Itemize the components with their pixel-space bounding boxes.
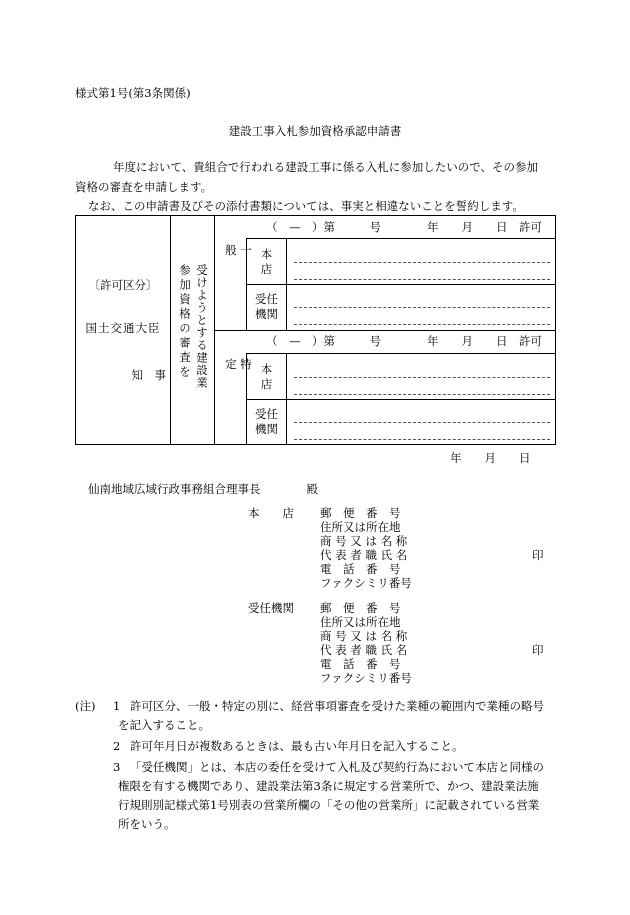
field-phone: 電 話 番 号 (320, 657, 401, 671)
specific-label: 特 定 (224, 358, 253, 405)
entry-line (294, 324, 550, 325)
table-divider (170, 216, 171, 445)
entry-line (294, 377, 550, 378)
applicant-agent-office-label: 受任機関 (248, 601, 294, 615)
note-3-line-3: 行規則別記様式第1号別表の営業所欄の「その他の営業所」に記載されている営業 (118, 798, 540, 812)
agent-office-label: 受任機関 (255, 292, 278, 321)
table-divider (246, 353, 556, 354)
note-1-line-1: 許可区分、一般・特定の別に、経営事項審査を受けた業種の範囲内で業種の略号 (130, 699, 544, 713)
field-company-name: 商 号 又 は 名 称 (320, 534, 408, 548)
main-office-label: 本店 (260, 247, 273, 276)
form-number: 様式第1号(第3条関係) (75, 86, 191, 100)
note-1-number: 1 (113, 699, 121, 713)
entry-line (294, 307, 550, 308)
field-address: 住所又は所在地 (320, 520, 401, 534)
general-label: 一 般 (224, 244, 253, 291)
note-2-line-1: 許可年月日が複数あるときは、最も古い年月日を記入すること。 (130, 739, 464, 753)
field-postal-code: 郵 便 番 号 (320, 601, 401, 615)
note-3-number: 3 (113, 760, 121, 774)
entry-line (294, 279, 550, 280)
permit-line-specific: （ — ）第 号 年 月 日 許可 (266, 334, 542, 348)
seal-mark: 印 (532, 643, 544, 657)
addressee: 仙南地域広域行政事務組合理事長 殿 (88, 482, 318, 496)
note-3-line-2: 権限を有する機関であり、建設業法第3条に規定する営業所で、かつ、建設業法施 (118, 779, 539, 793)
entry-line (294, 422, 550, 423)
table-divider (214, 330, 556, 331)
agent-office-label: 受任機関 (255, 407, 278, 436)
permit-category-label: 〔許可区分〕 (88, 278, 158, 292)
field-phone: 電 話 番 号 (320, 562, 401, 576)
intro-line-3: なお、この申請書及びその添付書類については、事実と相違ないことを誓約します。 (88, 199, 524, 213)
date-line: 年 月 日 (450, 451, 531, 465)
note-2-number: 2 (113, 739, 121, 753)
table-divider (246, 399, 556, 400)
intro-line-2: 資格の審査を申請します。 (75, 180, 213, 194)
note-3-line-1: 「受任機関」とは、本店の委任を受けて入札及び契約行為において本店と同様の (130, 760, 544, 774)
governor-label: 知 事 (131, 368, 166, 382)
entry-line (294, 394, 550, 395)
field-fax: ファクシミリ番号 (320, 671, 412, 685)
intro-line-1: 年度において、貴組合で行われる建設工事に係る入札に参加したいので、その参加 (113, 160, 539, 174)
construction-label: 受けようとする建設業 (195, 264, 209, 389)
field-fax: ファクシミリ番号 (320, 576, 412, 590)
notes-prefix: (注) (75, 699, 96, 713)
field-postal-code: 郵 便 番 号 (320, 506, 401, 520)
minister-label: 国土交通大臣 (85, 321, 161, 335)
field-representative: 代 表 者 職 氏 名 (320, 548, 408, 562)
field-address: 住所又は所在地 (320, 615, 401, 629)
applicant-main-office-label: 本 店 (248, 506, 294, 520)
note-3-line-4: 所をいう。 (118, 817, 176, 831)
qualification-label: 参加資格の審査を (178, 264, 192, 380)
form-title: 建設工事入札参加資格承認申請書 (228, 124, 402, 138)
table-divider (246, 238, 556, 239)
table-divider (246, 284, 556, 285)
note-1-line-2: を記入すること。 (118, 718, 210, 732)
entry-line (294, 439, 550, 440)
permit-table (75, 215, 556, 445)
entry-line (294, 262, 550, 263)
field-company-name: 商 号 又 は 名 称 (320, 629, 408, 643)
main-office-label: 本店 (260, 362, 273, 391)
seal-mark: 印 (532, 548, 544, 562)
permit-line-general: （ — ）第 号 年 月 日 許可 (266, 220, 542, 234)
field-representative: 代 表 者 職 氏 名 (320, 643, 408, 657)
